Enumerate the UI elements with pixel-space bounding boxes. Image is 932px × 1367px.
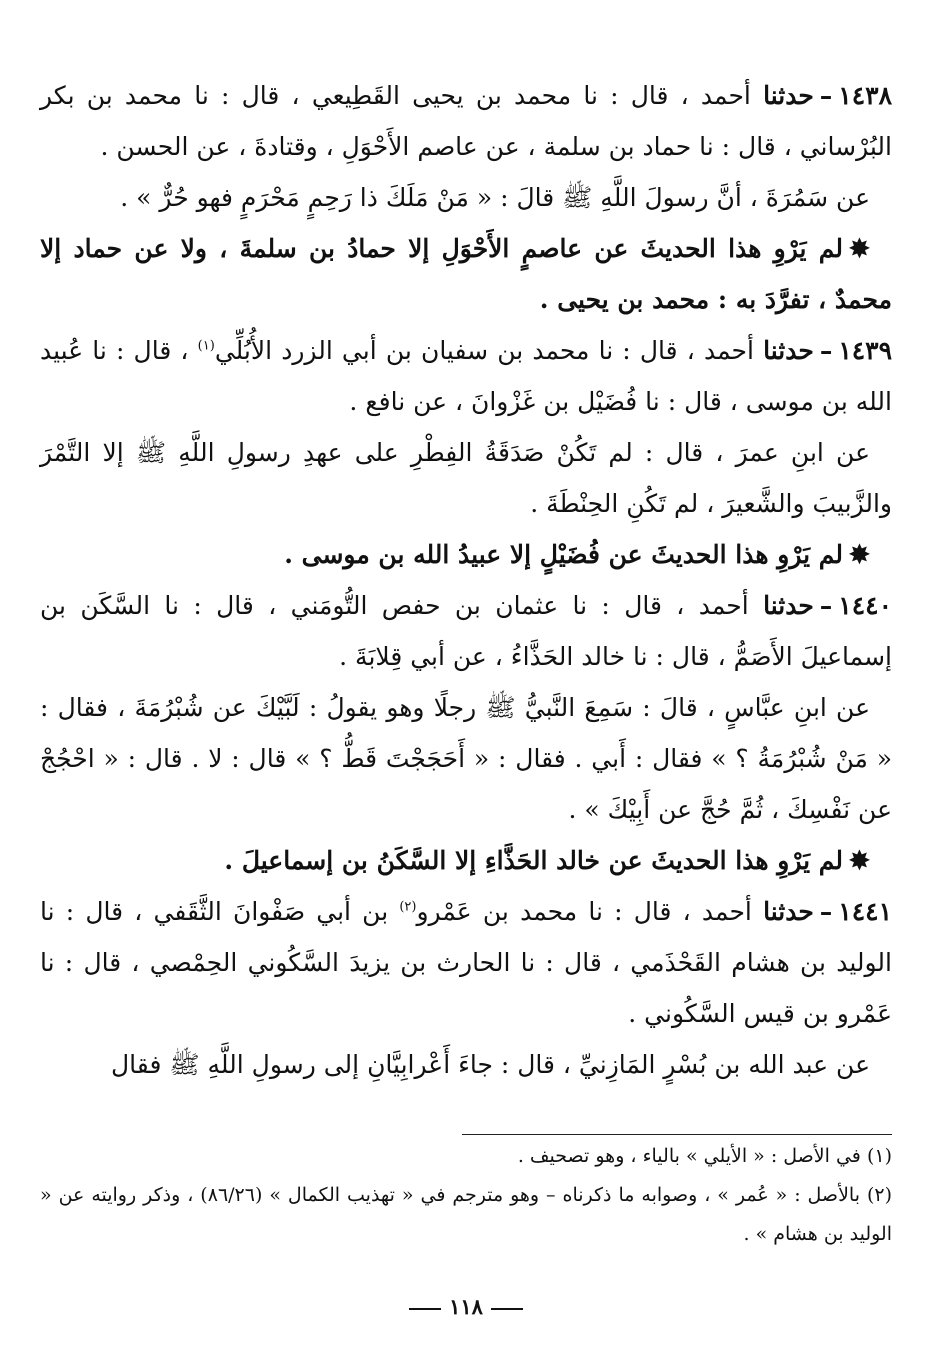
star-icon: ✸ bbox=[849, 234, 870, 263]
footnote-ref-1: (١) bbox=[197, 338, 215, 354]
comment-text: لم يَرْوِ هذا الحديثَ عن عاصمٍ الأَحْوَلِ إلا حمادُ بن سلمةَ ، ولا عن حماد إلا محمدٌ ، تفرَّدَ به : محمد بن يحيى . bbox=[40, 234, 892, 314]
hadith-number: ١٤٤١ bbox=[838, 897, 892, 926]
hadith-dash: – bbox=[819, 336, 833, 365]
comment-text: لم يَرْوِ هذا الحديثَ عن خالد الحَذَّاءِ إلا السَّكَنُ بن إسماعيلَ . bbox=[224, 846, 844, 875]
hadith-dash: – bbox=[819, 591, 833, 620]
footnote-ref-2: (٢) bbox=[399, 899, 417, 915]
hadith-lead: حدثنا bbox=[763, 336, 814, 365]
hadith-1439-comment bbox=[40, 529, 892, 580]
hadith-1441-matn: عن عبد الله بن بُسْرٍ المَازِنيِّ ، قال : جاءَ أَعْرابِيَّانِ إلى رسولِ اللَّهِ ﷺ فقال bbox=[111, 1050, 870, 1079]
footnote-divider bbox=[462, 1134, 892, 1135]
hadith-number: ١٤٣٩ bbox=[838, 336, 893, 365]
hadith-lead: حدثنا bbox=[763, 591, 814, 620]
hadith-number: ١٤٤٠ bbox=[838, 591, 893, 620]
hadith-1439-matn: عن ابنِ عمرَ ، قال : لم تَكُنْ صَدَقَةُ الفِطْرِ على عهدِ رسولِ اللَّهِ ﷺ إلا التَّمْرَ والزَّبيبَ والشَّعيرَ ، لم تَكُنِ الحِنْطَةَ . bbox=[40, 438, 892, 518]
hadith-lead: حدثنا bbox=[763, 81, 814, 110]
hadith-1439-isnad bbox=[40, 325, 892, 427]
footnote-text: في الأصل : « الأيلي » بالياء ، وهو تصحيف . bbox=[517, 1145, 861, 1167]
hadith-isnad-text-cont: ، قال : نا عُبيد الله بن موسى ، قال : نا فُضَيْل بن غَزْوانَ ، عن نافع . bbox=[40, 336, 892, 416]
page-number-dash-left bbox=[491, 1308, 523, 1310]
hadith-isnad-text-cont: بن أبي صَفْوانَ الثَّقَفي ، قال : نا الوليد بن هشام القَحْذَمي ، قال : نا الحارث بن يزيدَ السَّكُوني الحِمْصي ، قال : نا عَمْرو بن قيس السَّكُوني . bbox=[40, 897, 892, 1028]
star-icon: ✸ bbox=[849, 846, 870, 875]
hadith-1440-comment bbox=[40, 835, 892, 886]
hadith-isnad-text: أحمد ، قال : نا محمد بن عَمْرو bbox=[416, 897, 752, 926]
hadith-dash: – bbox=[819, 897, 833, 926]
hadith-isnad-text: أحمد ، قال : نا محمد بن سفيان بن أبي الزرد الأُبُلِّي bbox=[214, 336, 754, 365]
hadith-1438-isnad bbox=[40, 70, 892, 172]
footnotes bbox=[40, 1137, 892, 1254]
page-number bbox=[0, 1294, 932, 1319]
page-body bbox=[40, 70, 892, 1090]
hadith-1438-matn: عن سَمُرَةَ ، أنَّ رسولَ اللَّهِ ﷺ قالَ : « مَنْ مَلَكَ ذا رَحِمٍ مَحْرَمٍ فهو حُرٌّ » . bbox=[120, 183, 870, 212]
footnote-2 bbox=[40, 1176, 892, 1254]
hadith-isnad-text: أحمد ، قال : نا محمد بن يحيى القَطِيعي ، قال : نا محمد بن بكر البُرْساني ، قال : نا حماد بن سلمة ، عن عاصم الأَحْوَلِ ، وقتادةَ ، عن الحسن . bbox=[40, 81, 892, 161]
hadith-lead: حدثنا bbox=[763, 897, 814, 926]
comment-text: لم يَرْوِ هذا الحديثَ عن فُضَيْلٍ إلا عبيدُ الله بن موسى . bbox=[284, 540, 844, 569]
hadith-1441-isnad bbox=[40, 886, 892, 1039]
hadith-dash: – bbox=[819, 81, 833, 110]
footnote-mark: (١) bbox=[866, 1145, 892, 1167]
hadith-isnad-text: أحمد ، قال : نا عثمان بن حفص التُّومَني ، قال : نا السَّكَن بن إسماعيلَ الأَصَمُّ ، قال : نا خالد الحَذَّاءُ ، عن أبي قِلابَةَ . bbox=[40, 591, 892, 671]
footnote-mark: (٢) bbox=[866, 1184, 892, 1206]
hadith-number: ١٤٣٨ bbox=[838, 81, 893, 110]
star-icon: ✸ bbox=[849, 540, 870, 569]
page-number-value: ١١٨ bbox=[449, 1294, 483, 1319]
page-number-dash-right bbox=[409, 1308, 441, 1310]
hadith-1440-matn: عن ابنِ عبَّاسٍ ، قالَ : سَمِعَ النَّبيُّ ﷺ رجلًا وهو يقولُ : لَبَّيْكَ عن شُبْرُمَةَ ، فقال : « مَنْ شُبْرُمَةُ ؟ » فقال : أَبي . فقال : « أَحَجَجْتَ قَطُّ ؟ » قال : لا . قال : « احْجُجْ عن نَفْسِكَ ، ثُمَّ حُجَّ عن أَبِيْكَ » . bbox=[40, 693, 892, 824]
hadith-1438-comment bbox=[40, 223, 892, 325]
footnote-text: بالأصل : « عُمر » ، وصوابه ما ذكرناه – وهو مترجم في « تهذيب الكمال » (٨٦/٢٦) ، وذكر روايته عن « الوليد بن هشام » . bbox=[40, 1184, 892, 1245]
footnote-1 bbox=[40, 1137, 892, 1176]
hadith-1440-isnad bbox=[40, 580, 892, 682]
